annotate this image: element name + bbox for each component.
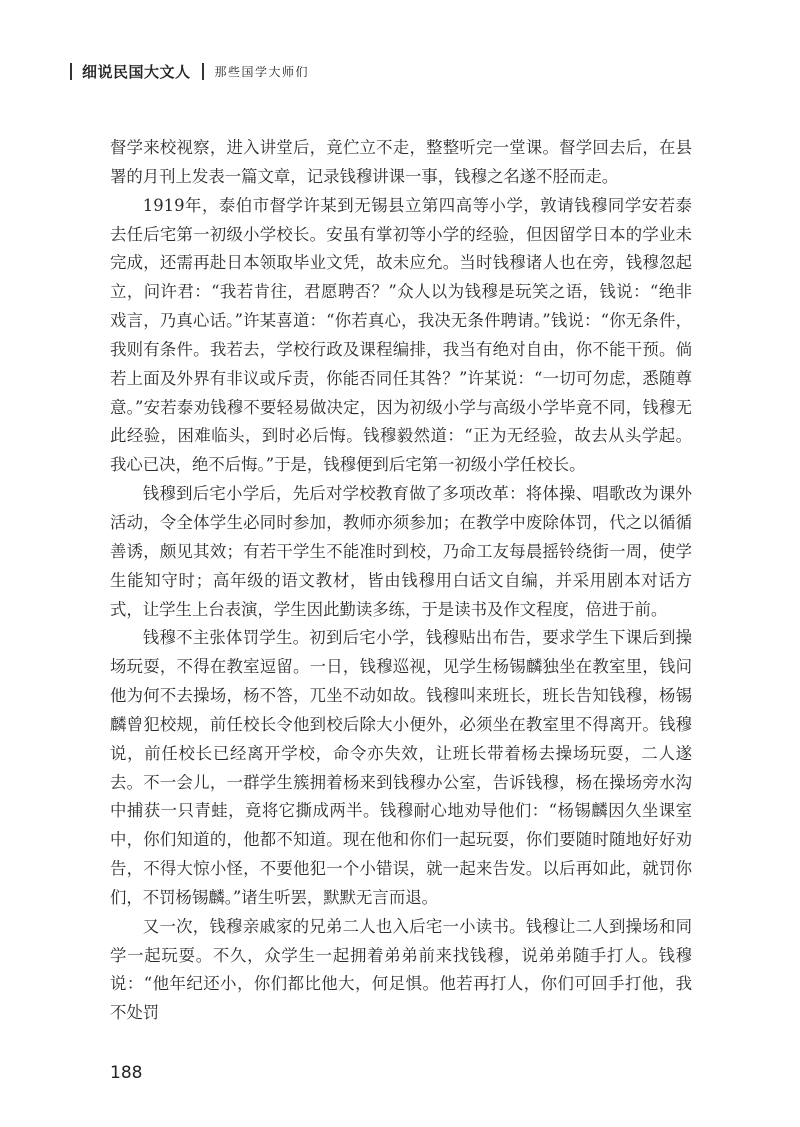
series-title: 那些国学大师们 — [214, 64, 310, 79]
header-divider-middle — [202, 63, 204, 80]
body-text — [110, 134, 692, 1028]
header-divider-left — [70, 63, 72, 80]
page-number: 188 — [110, 1063, 143, 1083]
paragraph-continued: 督学来校视察，进入讲堂后，竟伫立不走，整整听完一堂课。督学回去后，在县署的月刊上发表一篇文章，记录钱穆讲课一事，钱穆之名遂不胫而走。 — [110, 138, 692, 186]
paragraph: 又一次，钱穆亲戚家的兄弟二人也入后宅一小读书。钱穆让二人到操场和同学一起玩耍。不久，众学生一起拥着弟弟前来找钱穆，说弟弟随手打人。钱穆说：“他年纪还小，你们都比他大，何足惧。他若再打人，你们可回手打他，我不处罚 — [110, 916, 692, 1023]
paragraph: 钱穆不主张体罚学生。初到后宅小学，钱穆贴出布告，要求学生下课后到操场玩耍，不得在教室逗留。一日，钱穆巡视，见学生杨锡麟独坐在教室里，钱问他为何不去操场，杨不答，兀坐不动如故。钱穆叫来班长，班长告知钱穆，杨锡麟曾犯校规，前任校长令他到校后除大小便外，必须坐在教室里不得离开。钱穆说，前任校长已经离开学校，命令亦失效，让班长带着杨去操场玩耍，二人遂去。不一会儿，一群学生簇拥着杨来到钱穆办公室，告诉钱穆，杨在操场旁水沟中捕获一只青蛙，竟将它撕成两半。钱穆耐心地劝导他们：“杨锡麟因久坐课室中，你们知道的，他都不知道。现在他和你们一起玩耍，你们要随时随地好好劝告，不得大惊小怪，不要他犯一个小错误，就一起来告发。以后再如此，就罚你们，不罚杨锡麟。”诸生听罢，默默无言而退。 — [110, 628, 692, 907]
paragraph: 1919年，泰伯市督学许某到无锡县立第四高等小学，敦请钱穆同学安若泰去任后宅第一初级小学校长。安虽有掌初等小学的经验，但因留学日本的学业未完成，还需再赴日本领取毕业文凭，故未应允。当时钱穆诸人也在旁，钱穆忽起立，问许君：“我若肯往，君愿聘否？”众人以为钱穆是玩笑之语，钱说：“绝非戏言，乃真心话。”许某喜道：“你若真心，我决无条件聘请。”钱说：“你无条件，我则有条件。我若去，学校行政及课程编排，我当有绝对自由，你不能干预。倘若上面及外界有非议或斥责，你能否同任其咎？”许某说：“一切可勿虑，悉随尊意。”安若泰劝钱穆不要轻易做决定，因为初级小学与高级小学毕竟不同，钱穆无此经验，困难临头，到时必后悔。钱穆毅然道：“正为无经验，故去从头学起。我心已决，绝不后悔。”于是，钱穆便到后宅第一初级小学任校长。 — [110, 195, 692, 475]
book-title: 细说民国大文人 — [82, 62, 191, 81]
paragraph: 钱穆到后宅小学后，先后对学校教育做了多项改革：将体操、唱歌改为课外活动，令全体学生必同时参加，教师亦须参加；在教学中废除体罚，代之以循循善诱，颇见其效；有若干学生不能准时到校，乃命工友每晨摇铃绕街一周，使学生能知守时；高年级的语文教材，皆由钱穆用白话文自编，并采用剧本对话方式，让学生上台表演，学生因此勤读多练，于是读书及作文程度，倍进于前。 — [110, 484, 692, 619]
running-header — [70, 57, 309, 85]
